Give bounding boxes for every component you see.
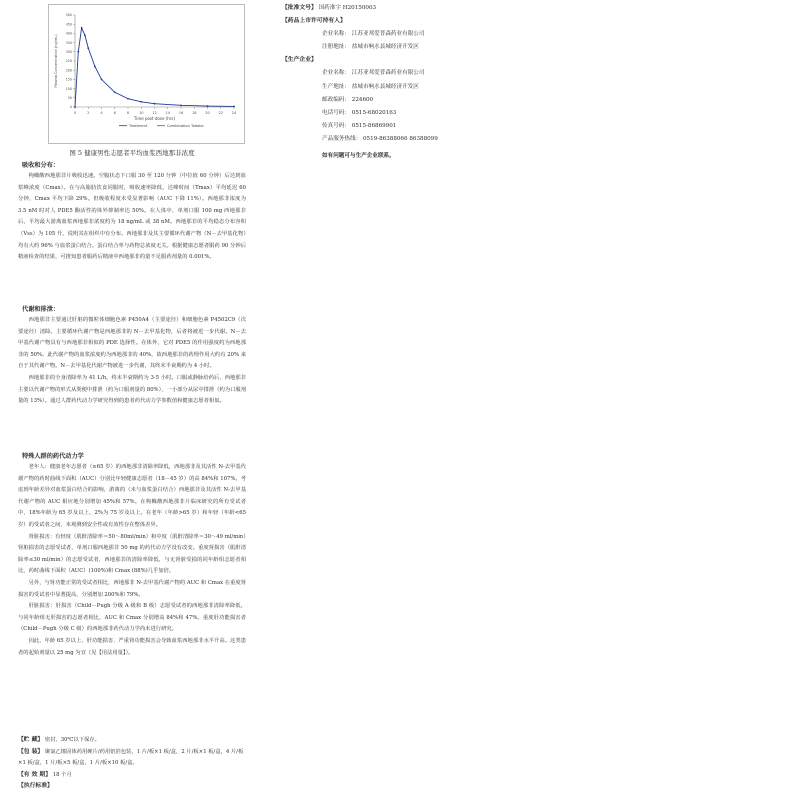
metabolism-paragraph: 西地那非的全身清除率为 41 L/h，终末半衰期约为 3-5 小时。口服或静脉给药后，西地那非主要以代谢产物的形式从粪便中排泄（约为口服剂量的 80%），一小部分从尿中排泄（约为口服剂量的 13%）。通过人群药代动力学研究得到的患者药代动力学参数值和健康志愿者相似。 (18, 374, 246, 405)
maker-name: 江苏亚邦爱普森药业有限公司 (351, 70, 425, 77)
y-axis-label: Plasma Concentration (ng/mL) (54, 34, 58, 88)
approval-value: 国药准字 H20150003 (318, 5, 377, 11)
y-tick-label: 350 (65, 40, 72, 45)
holder-name-label: 企业名称： (322, 31, 350, 38)
x-tick-label: 12 (152, 111, 157, 115)
x-tick-label: 22 (218, 111, 224, 115)
phone-line (282, 107, 438, 120)
manufacturer-info (282, 2, 438, 163)
renal-metabolite-paragraph: 另外，与肾功能正常的受试者相比，西地那非 N-去甲基代谢产物的 AUC 和 Cmax 在重度肾损害的受试者中显著提高，分别增加 200%和 79%。 (18, 579, 246, 598)
data-point (84, 34, 86, 36)
hepatic-paragraph: 肝脏损害：肝损害（Child－Pugh 分级 A 级和 B 级）志愿受试者的西地那非清除率降低，与同年龄组无肝损害的志愿者相比，AUC 和 Cmax 分别增高 84%和 47%。重度肝功能损害者（Child－Pugh 分级 C 级）的西地那非药代动力学尚未进行研究。 (18, 603, 246, 633)
x-tick-label: 18 (191, 111, 197, 115)
data-point (207, 105, 209, 107)
maker-address: 盐城市响水县城经济开发区 (351, 83, 419, 90)
validity-line (18, 770, 246, 782)
special-population-section (18, 451, 246, 659)
data-point (77, 51, 79, 53)
maker-name-label: 企业名称： (322, 70, 350, 77)
maker-address-label: 生产地址： (322, 83, 350, 90)
maker-name-line (282, 67, 438, 80)
data-point (127, 98, 129, 100)
legend-label: Treatment (129, 124, 148, 128)
absorption-section (18, 160, 246, 264)
fax-label: 传真号码： (322, 122, 350, 129)
x-tick-label: 6 (113, 111, 116, 115)
series-line (75, 28, 234, 107)
data-point (101, 79, 103, 81)
y-tick-label: 0 (69, 105, 72, 110)
standard-label: 【执行标准】 (18, 783, 53, 790)
legend-label: Combination Tadalar (167, 124, 204, 128)
data-point (114, 91, 116, 93)
maker-label: 【生产企业】 (282, 57, 317, 64)
holder-name-line (282, 28, 438, 41)
x-tick-label: 16 (178, 111, 184, 115)
storage-package-section (18, 735, 246, 793)
holder-address-label: 注册地址： (322, 44, 350, 51)
y-tick-label: 300 (65, 50, 72, 54)
x-tick-label: 20 (205, 111, 210, 115)
x-tick-label: 14 (165, 111, 171, 115)
chart-svg (49, 5, 244, 143)
phone-label: 电话号码： (322, 109, 350, 116)
data-point (81, 27, 83, 29)
storage-value: 密封，30℃以下保存。 (44, 737, 100, 743)
service-value: 0519-86388066 86388099 (362, 135, 438, 142)
phone-value: 0515-68020163 (351, 109, 397, 116)
y-tick-label: 50 (67, 96, 72, 100)
contact-note: 如有问题可与生产企业联系。 (322, 153, 395, 160)
y-tick-label: 150 (65, 77, 72, 82)
data-point (87, 47, 89, 49)
y-tick-label: 500 (65, 13, 72, 18)
fax-line (282, 120, 438, 133)
zip-label: 邮政编码： (322, 96, 350, 103)
standard-line (18, 781, 246, 793)
metabolism-paragraph: 西地那非主要通过肝脏的微粒体细胞色素 P450A4（主要途径）和细胞色素 P4502C9（次要途径）清除。主要循环代谢产物是西地那非的 N－去甲基化物，后者将被进一步代谢。N－去甲基代谢产物具有与西地那非相似的 PDE 选择性。在体外，它对 PDE5 的作用强度约为西地那非的 50%。此代谢产物的血浆浓度约为西地那非的 40%，故西地那非的药理作用大约有 20% 来自于其代谢产物。N－去甲基化代谢产物被进一步代谢，其终末半衰期约为 4 小时。 (18, 317, 246, 370)
storage-line (18, 735, 246, 747)
approval-label: 【批准文号】 (282, 5, 317, 11)
holder-name: 江苏亚邦爱普森药业有限公司 (351, 31, 425, 38)
data-point (74, 106, 76, 108)
y-tick-label: 250 (65, 59, 72, 64)
x-tick-label: 10 (138, 111, 144, 115)
y-tick-label: 400 (65, 31, 72, 36)
renal-paragraph: 肾脏损害：有轻度（肌酐清除率＝50～80ml/min）和中度（肌酐清除率＝30～49 ml/min）肾脏损害的志愿受试者，单剂口服西地那非 50 mg 的药代动力学没有改变。重度肾损害（肌酐清除率≤30 ml/min）的志愿受试者，西地那非的清除率降低，与无肾脏受损的同年龄组志愿者相比，药时曲线下面积（AUC）(100%)和 Cmax (88%)几乎加倍。 (18, 533, 246, 575)
service-label: 产品服务热线： (322, 135, 362, 142)
conclusion-paragraph: 因此，年龄 65 岁以上、肝功能损害、严重肾功能损害会导致血浆西地那非水平升高。这类患者的起始剂量以 25 mg 为宜（见【用法用量】）。 (18, 637, 246, 656)
holder-label: 【药品上市许可持有人】 (282, 18, 346, 25)
holder-address-line (282, 41, 438, 54)
fax-value: 0515-86869901 (351, 122, 397, 129)
x-axis-label: Time post dose (hrs) (133, 116, 176, 121)
y-tick-label: 450 (65, 22, 72, 27)
service-line (282, 133, 438, 146)
absorption-title: 吸收和分布： (22, 162, 60, 169)
data-point (233, 106, 235, 108)
x-tick-label: 4 (100, 111, 103, 115)
validity-label: 【有 效 期】 (18, 771, 52, 778)
x-tick-label: 8 (126, 111, 130, 115)
package-line (18, 747, 246, 770)
x-tick-label: 24 (231, 111, 237, 115)
y-tick-label: 100 (65, 86, 72, 91)
x-tick-label: 0 (73, 111, 77, 115)
absorption-paragraph: 枸橼酸西地那非片吸收迅速。空腹状态下口服 30 至 120 分钟（中位值 60 分钟）后达到血浆峰浓度（Cmax）。在与高脂肪饮食同服时，吸收速率降低，达峰时间（Tmax）平均延迟 60 分钟，Cmax 平均下降 29%。但吸收程度未受显著影响（AUC 下降 11%）。西地那非浓度为 3.5 nM 时对人 PDE5 酶活性的体外抑制率达 50%。在人体中，单剂口服 100 mg 西地那非后，平均最大游离血浆西地那非浓度约为 18 ng/mL 或 38 nM。西地那非的平均稳态分布容积（Vss）为 105 升，说明其在组织中有分布。西地那非及其主要循环代谢产物（N－去甲基化物）均有大约 96% 与血浆蛋白结合。蛋白结合率与药物总浓度无关。根据健康志愿者服药 90 分钟后精液检查的结果，可推知患者服药后精液中西地那非的量不足服药剂量的 0.001%。 (18, 173, 246, 261)
package-label: 【包 装】 (18, 748, 44, 755)
data-point (154, 103, 156, 105)
special-population-title: 特殊人群的药代动力学 (22, 453, 84, 460)
concentration-chart (48, 4, 245, 144)
x-tick-label: 2 (87, 111, 90, 115)
elderly-paragraph: 老年人：健康老年志愿者（≥65 岁）的西地那非清除率降低，西地那非及其活性 N-去甲基代谢产物的药时曲线下面积（AUC）分别比年轻健康志愿者（18－45 岁）的高 84%和 107%。考虑到年龄差异对血浆蛋白结合的影响，游离的（未与血浆蛋白结合）西地那非及其活性 N-去甲基代谢产物的 AUC 相应地分别增加 45%和 57%。在枸橼酸西地那非片临床研究的所有受试者中，18%年龄为 65 岁及以上，2%为 75 岁及以上。在老年（年龄>65 岁）和年轻（年龄<65 岁）的受试者之间，未观测到安全性或有效性存在整体差异。 (18, 464, 246, 528)
zip-line (282, 94, 438, 107)
data-point (140, 101, 142, 103)
maker-address-line (282, 81, 438, 94)
validity-value: 18 个月 (52, 771, 72, 778)
zip-value: 224600 (351, 96, 374, 103)
approval-line (282, 2, 438, 15)
metabolism-title: 代谢和排泄： (22, 306, 60, 313)
y-tick-label: 200 (65, 68, 72, 73)
data-point (180, 104, 182, 106)
figure-caption: 图 5 健康男性志愿者平均血浆西地那非浓度 (69, 149, 195, 157)
holder-address: 盐城市响水县城经济开发区 (351, 44, 419, 51)
storage-label: 【贮 藏】 (18, 737, 44, 743)
metabolism-section (18, 304, 246, 408)
data-point (94, 66, 96, 68)
package-value: 聚氯乙烯固体药用硬片/药用铝箔包装，1 片/板×1 板/盒，2 片/板×1 板/盒，4 片/板×1 板/盒，1 片/板×5 板/盒，1 片/板×10 板/盒。 (18, 748, 244, 767)
